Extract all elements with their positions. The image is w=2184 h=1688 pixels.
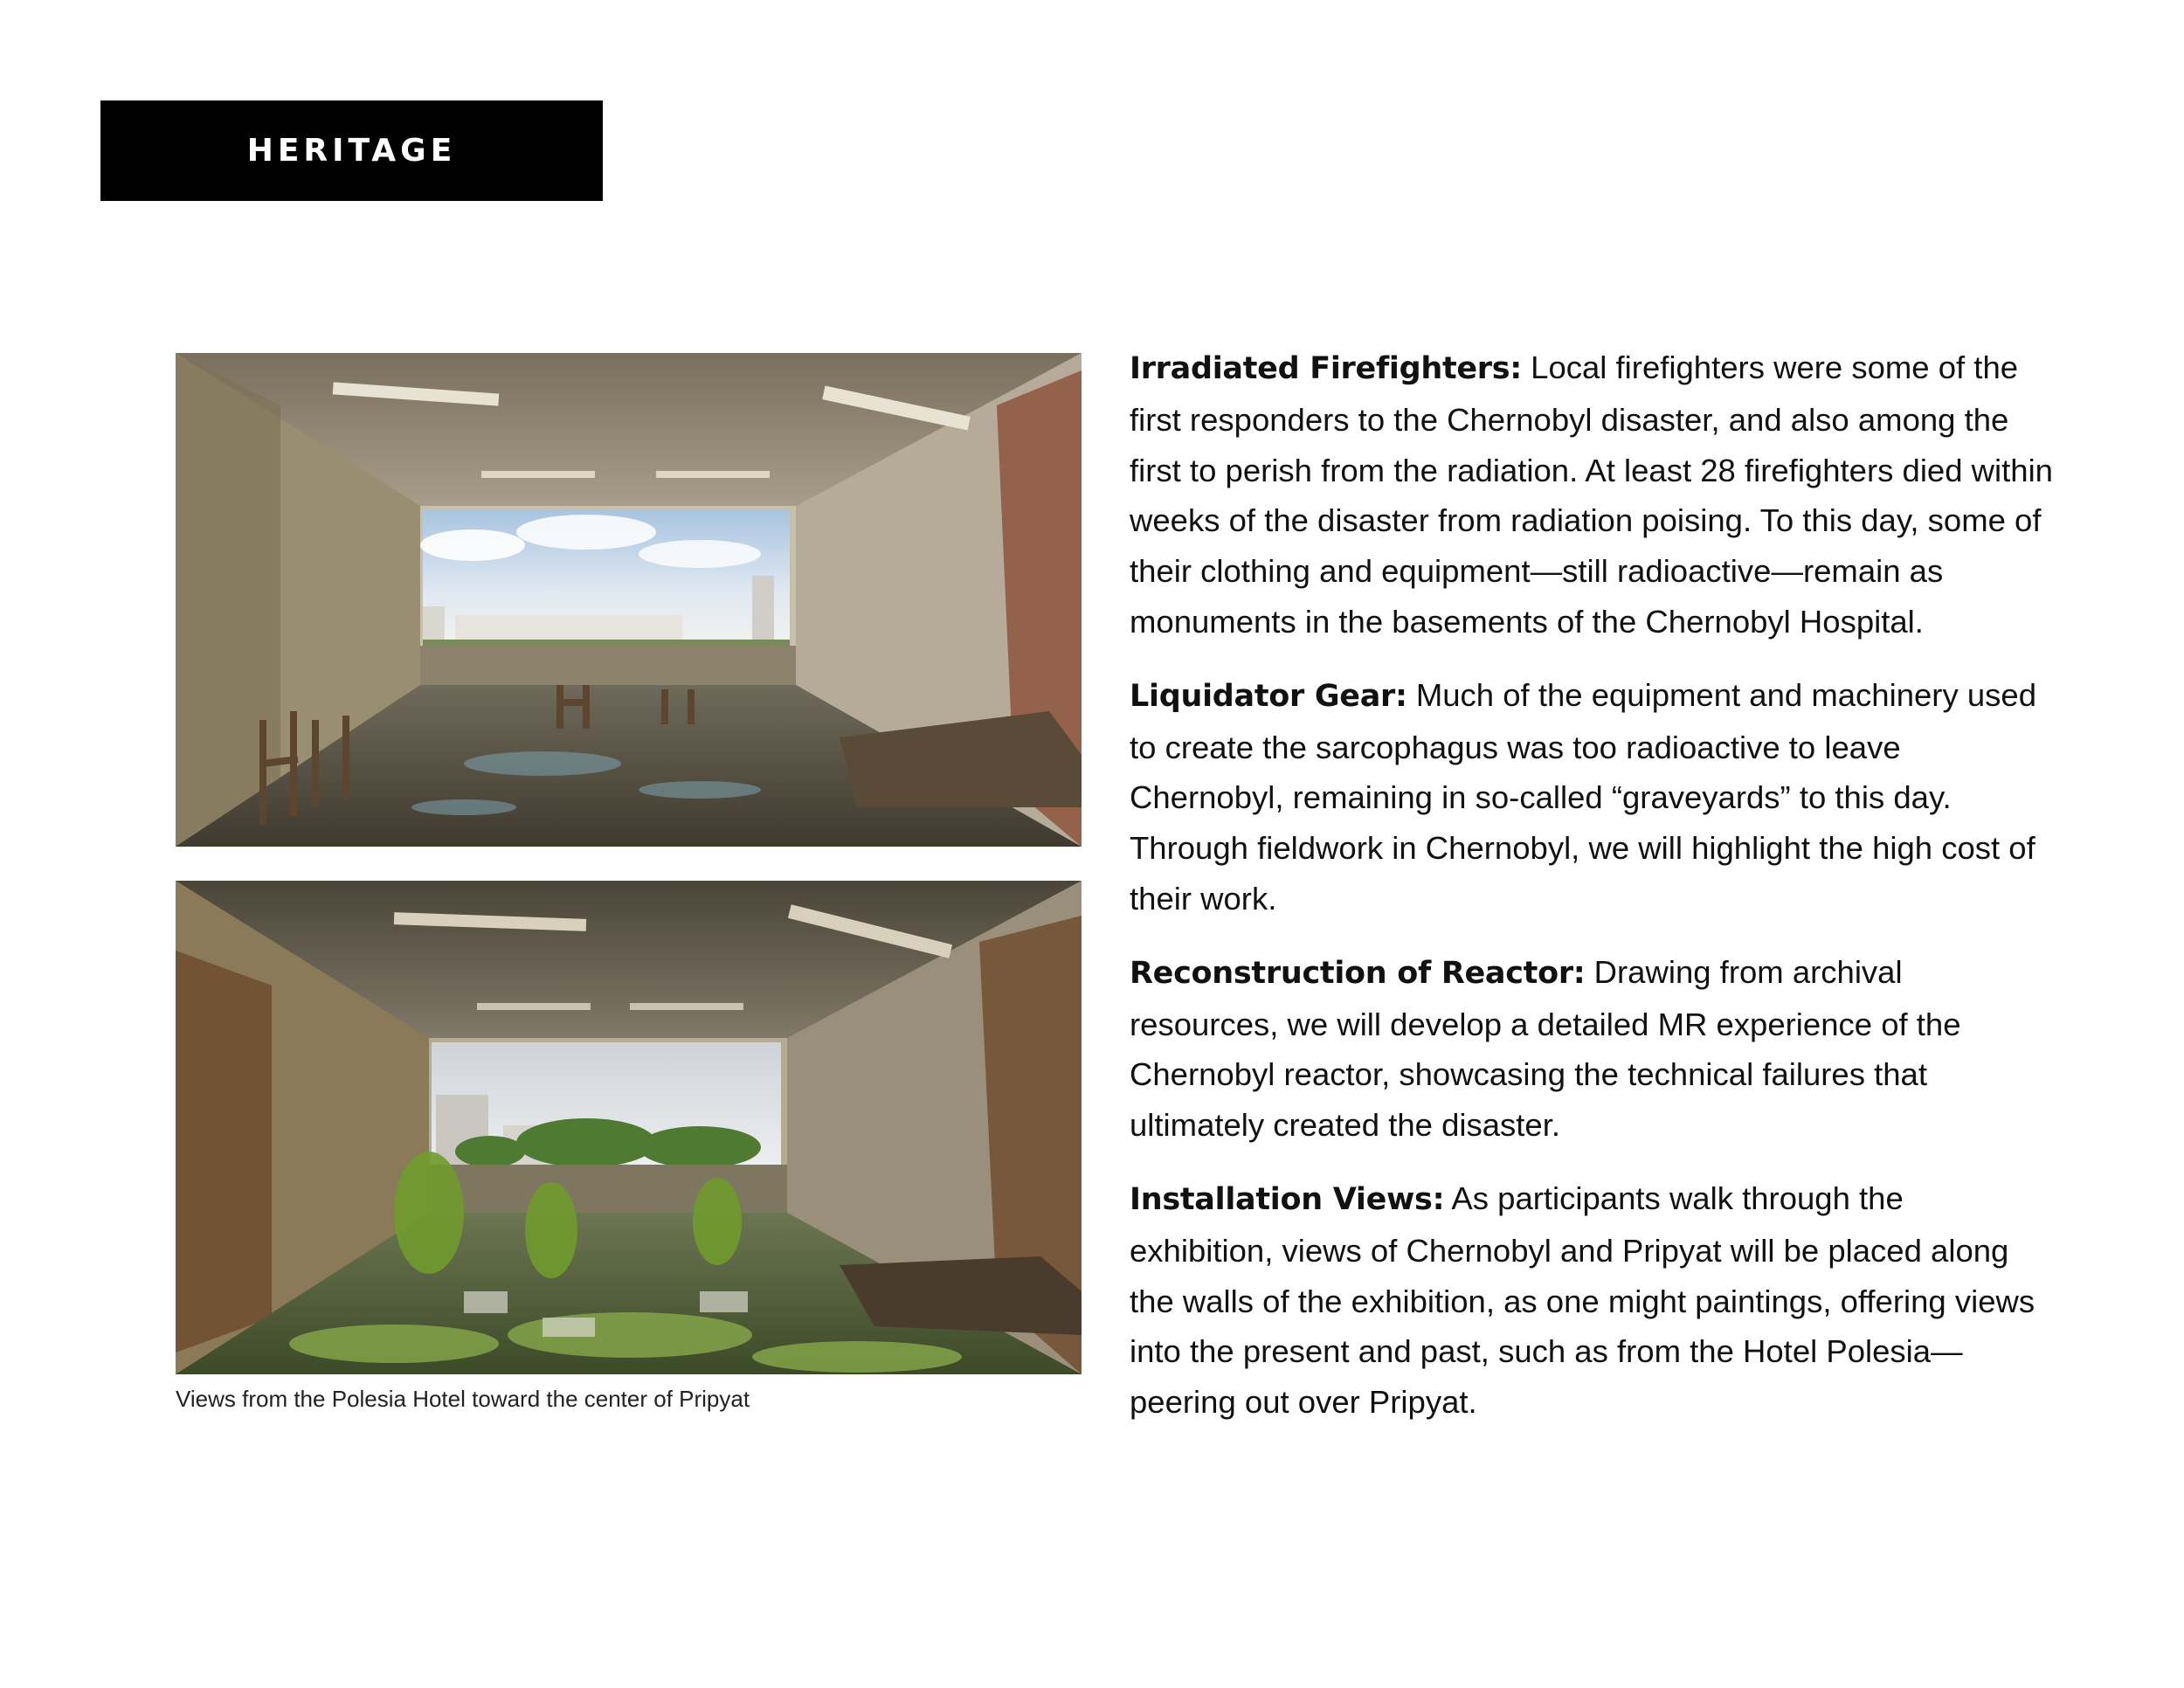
photo-caption: Views from the Polesia Hotel toward the center of Pripyat xyxy=(176,1386,750,1412)
paragraph-heading: Reconstruction of Reactor: xyxy=(1130,955,1586,991)
paragraph-body: Much of the equipment and machinery used to create the sarcophagus was too radioactive to leave Chernobyl, remaining in so-called “graveyards” to this day. Through fieldwork in Chernobyl, we will highlight the high cost of their work. xyxy=(1130,676,2036,917)
paragraph-body: Local firefighters were some of the first responders to the Chernobyl disaster, and also among the first to perish from the radiation. At least 28 firefighters died within weeks of the disaster from radiation poising. To this day, some of their clothing and equipment—still radioactive—remain as monuments in the basements of the Chernobyl Hospital. xyxy=(1130,349,2053,640)
paragraph-heading: Liquidator Gear: xyxy=(1130,678,1407,714)
paragraph-body: As participants walk through the exhibition, views of Chernobyl and Pripyat will be placed along the walls of the exhibition, as one might paintings, offering views into the present and past, such as from the Hotel Polesia—peering out over Pripyat. xyxy=(1130,1180,2035,1421)
paragraph-installation-views xyxy=(1130,1173,2056,1428)
section-tag xyxy=(100,100,603,201)
paragraph-irradiated-firefighters xyxy=(1130,342,2056,647)
paragraph-body: Drawing from archival resources, we will develop a detailed MR experience of the Chernobyl reactor, showcasing the technical failures that ultimately created the disaster. xyxy=(1130,953,1961,1144)
photo-polesia-hotel-room-present xyxy=(176,881,1082,1374)
text-column xyxy=(1130,342,2056,1450)
photo-polesia-hotel-room-past xyxy=(176,353,1082,847)
paragraph-reconstruction-of-reactor xyxy=(1130,947,2056,1151)
paragraph-heading: Irradiated Firefighters: xyxy=(1130,351,1522,386)
paragraph-liquidator-gear xyxy=(1130,670,2056,924)
paragraph-heading: Installation Views: xyxy=(1130,1181,1445,1217)
section-tag-label: HERITAGE xyxy=(246,133,457,169)
